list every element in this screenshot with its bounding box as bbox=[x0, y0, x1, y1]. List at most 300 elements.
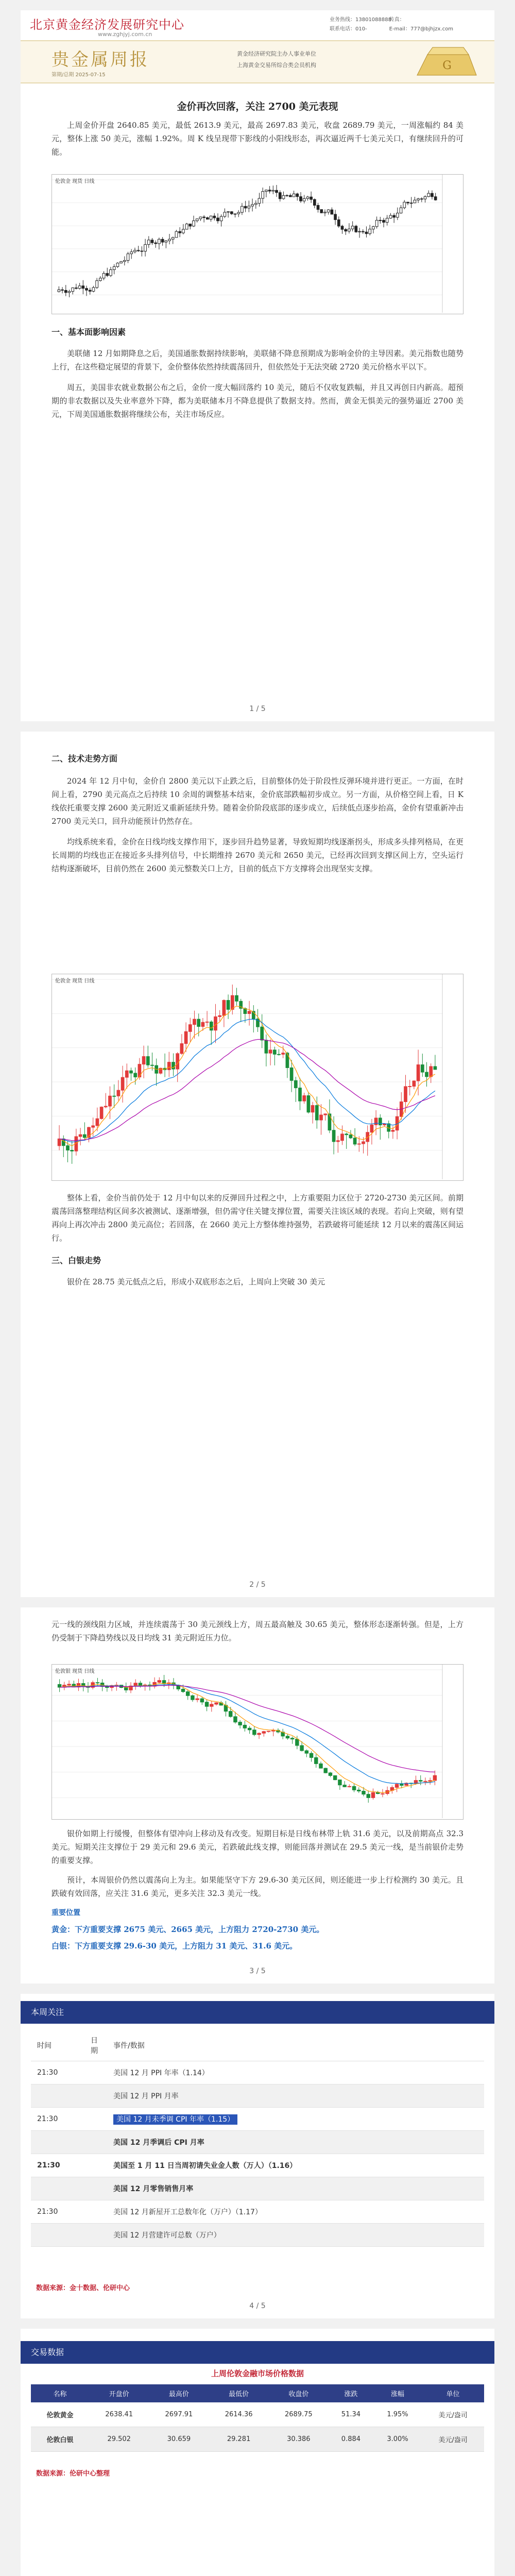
event-name bbox=[107, 2108, 484, 2131]
section-heading: 二、技术走势方面 bbox=[52, 754, 118, 764]
candle-body bbox=[265, 1040, 268, 1053]
table-row bbox=[31, 2402, 484, 2427]
table-cell: 伦敦黄金 bbox=[31, 2402, 89, 2427]
paragraph: 元一线的颈线阻力区域，并连续震荡于 30 美元颈线上方，周五最高触及 30.65 美元，整体形态逐渐转强。但是，上方仍受制于下降趋势线以及日均线 31 美元附近压力位。 bbox=[52, 1620, 464, 1642]
candle-body bbox=[379, 220, 382, 221]
candle-body bbox=[230, 212, 233, 214]
calendar-row bbox=[31, 2061, 484, 2084]
report-banner bbox=[21, 40, 494, 83]
candle-body bbox=[117, 1090, 120, 1096]
candle-body bbox=[294, 1080, 297, 1088]
event-time: 21:30 bbox=[31, 2154, 84, 2177]
candle-body bbox=[367, 1794, 370, 1798]
event-name bbox=[107, 2177, 484, 2200]
candle-body bbox=[158, 239, 161, 244]
candle-body bbox=[324, 1768, 327, 1773]
event-label: 美国 12 月零售销售月率 bbox=[113, 2185, 194, 2193]
candle-body bbox=[358, 231, 361, 232]
candle-body bbox=[313, 199, 316, 205]
moving-average-line bbox=[60, 1683, 435, 1792]
candle-body bbox=[200, 1699, 203, 1702]
candle-body bbox=[244, 206, 247, 208]
candle-body bbox=[188, 1025, 192, 1032]
candle-body bbox=[254, 204, 257, 205]
column-header: 开盘价 bbox=[89, 2384, 149, 2402]
candle-body bbox=[213, 216, 216, 218]
candle-body bbox=[338, 1780, 341, 1785]
logo-letter: G bbox=[442, 59, 452, 72]
candle-body bbox=[96, 1118, 99, 1126]
candle-body bbox=[290, 1067, 293, 1080]
candle-body bbox=[127, 254, 129, 261]
candle-body bbox=[433, 1775, 436, 1781]
candle-body bbox=[144, 245, 147, 251]
candle-body bbox=[100, 1107, 103, 1119]
silver-daily-chart bbox=[52, 1664, 464, 1820]
candle-body bbox=[196, 219, 198, 221]
event-date bbox=[84, 2177, 107, 2200]
candle-body bbox=[161, 239, 164, 242]
event-name bbox=[107, 2084, 484, 2108]
candle-body bbox=[146, 1057, 149, 1065]
candle-body bbox=[370, 1125, 373, 1132]
candle-body bbox=[343, 1785, 346, 1787]
technical-section bbox=[52, 752, 464, 875]
candle-body bbox=[303, 1096, 306, 1101]
candle-body bbox=[258, 198, 261, 204]
candle-body bbox=[248, 1011, 251, 1014]
event-time bbox=[31, 2131, 84, 2154]
candle-body bbox=[210, 216, 212, 219]
candle-body bbox=[85, 289, 88, 291]
candle-body bbox=[324, 1114, 327, 1115]
table-row bbox=[31, 2427, 484, 2452]
candle-body bbox=[282, 1053, 285, 1055]
event-time bbox=[31, 2224, 84, 2247]
column-header: 日期 bbox=[84, 2030, 107, 2061]
gold-key-levels: 黄金：下方重要支撑 2675 美元、2665 美元，上方阻力 2720-2730 美元。 bbox=[52, 1925, 324, 1934]
column-header: 名称 bbox=[31, 2384, 89, 2402]
event-time: 21:30 bbox=[31, 2200, 84, 2224]
candle-body bbox=[185, 224, 188, 229]
candle-body bbox=[419, 1781, 422, 1782]
candle-body bbox=[379, 1118, 382, 1125]
candle-body bbox=[220, 216, 222, 221]
candle-body bbox=[273, 1050, 276, 1054]
candle-body bbox=[389, 215, 392, 218]
table-cell: 30.386 bbox=[269, 2427, 329, 2452]
candle-body bbox=[282, 195, 285, 198]
paragraph: 均线系统来看，金价在日线均线支撑作用下，逐步回升趋势显著，导致短期均线逐渐拐头，形成多头排列格局，在更长周期的均线也正在接近多头排列信号，中长期维持 2670 美元和 2650 美元，已经再次回到支撑区间上方，空头运行结构逐渐破坏，目前仍然在 2600 美元整数关口上方，目前的低点下方支撑将会出现坚实支撑。 bbox=[52, 837, 464, 873]
candle-body bbox=[427, 193, 430, 196]
section-heading: 一、基本面影响因素 bbox=[52, 327, 126, 337]
candle-body bbox=[182, 229, 185, 233]
calendar-row bbox=[31, 2177, 484, 2200]
report-page-2 bbox=[21, 732, 494, 1597]
candle-body bbox=[235, 995, 238, 1001]
candle-body bbox=[315, 1757, 318, 1764]
table-cell: 2689.75 bbox=[269, 2402, 329, 2427]
candle-body bbox=[165, 241, 167, 242]
calendar-row bbox=[31, 2084, 484, 2108]
candle-body bbox=[329, 1773, 332, 1775]
candle-body bbox=[425, 1072, 428, 1077]
column-header: 涨跌 bbox=[329, 2384, 373, 2402]
candle-body bbox=[369, 229, 371, 234]
candle-body bbox=[167, 1062, 170, 1070]
moving-average-line bbox=[59, 1039, 435, 1140]
contact-line: E-mail：777@bjhjzx.com bbox=[389, 26, 453, 32]
calendar-row bbox=[31, 2108, 484, 2131]
key-levels-heading: 重要位置 bbox=[52, 1909, 80, 1917]
candle-body bbox=[243, 1725, 246, 1728]
candle-body bbox=[290, 1738, 294, 1739]
candle-body bbox=[193, 221, 195, 226]
candle-body bbox=[320, 1115, 323, 1120]
column-header: 最低价 bbox=[209, 2384, 269, 2402]
candle-body bbox=[267, 1731, 270, 1732]
chart-label: 伦敦金 现货 日线 bbox=[55, 978, 95, 984]
report-page-5 bbox=[21, 2329, 494, 2576]
candle-body bbox=[241, 206, 244, 212]
candle-body bbox=[151, 240, 153, 243]
candle-body bbox=[268, 190, 271, 191]
candle-body bbox=[181, 1689, 184, 1691]
candle-body bbox=[130, 252, 133, 254]
candle-body bbox=[348, 1786, 351, 1787]
candle-body bbox=[154, 243, 157, 244]
fundamental-section bbox=[52, 326, 464, 421]
calendar-row bbox=[31, 2224, 484, 2247]
candle-body bbox=[383, 220, 385, 222]
banner-info-line: 上海黄金交易所综合类会员机构 bbox=[237, 62, 316, 69]
paragraph: 预计，本周银价仍然以震荡向上为主。如果能坚守下方 29.6-30 美元区间，则还能进一步上行检测约 30 美元。且跌破有效回落，应关注 31.6 美元，更多关注 32.3 美元一线。 bbox=[52, 1875, 464, 1898]
brand-url[interactable]: www.zghjyj.com.cn bbox=[98, 31, 152, 38]
candle-body bbox=[116, 263, 119, 267]
candle-body bbox=[75, 288, 78, 289]
event-label: 美国 12 月营建许可总数（万户） bbox=[113, 2231, 221, 2240]
page-number: 2 / 5 bbox=[249, 1581, 266, 1589]
candle-body bbox=[199, 217, 202, 219]
data-source: 数据来源：金十数据、伦研中心 bbox=[36, 2284, 130, 2292]
candle-body bbox=[142, 1057, 145, 1064]
candle-body bbox=[64, 290, 67, 292]
candle-body bbox=[137, 250, 140, 251]
candle-body bbox=[210, 1704, 213, 1706]
candle-body bbox=[410, 203, 413, 204]
candle-body bbox=[303, 198, 305, 201]
paragraph: 银价在 28.75 美元低点之后，形成小双底形态之后，上周向上突破 30 美元 bbox=[67, 1277, 325, 1286]
candle-body bbox=[193, 1019, 196, 1025]
candle-body bbox=[237, 212, 240, 214]
candle-body bbox=[310, 197, 313, 199]
table-cell: 3.00% bbox=[373, 2427, 422, 2452]
trading-data-bar: 交易数据 bbox=[21, 2341, 494, 2364]
table-cell: 伦敦白银 bbox=[31, 2427, 89, 2452]
candle-body bbox=[113, 267, 115, 270]
paragraph: 周五，美国非农就业数据公布之后，金价一度大幅回落约 10 美元，随后不仅收复跌幅，并且又再创日内新高。超预期的非农数据以及失业率意外下降，都为美联储本月不降息提供了数据支持。然而，黄金无惧美元的强势逼近 2700 美元，下周美国通胀数据将继续公布，关注市场反应。 bbox=[52, 383, 464, 419]
table-cell: 0.884 bbox=[329, 2427, 373, 2452]
candle-body bbox=[300, 1745, 303, 1751]
candle-body bbox=[99, 278, 102, 281]
candle-body bbox=[258, 1733, 261, 1735]
candle-body bbox=[286, 1736, 289, 1738]
banner-info-line: 黄金经济研究院主办人事业单位 bbox=[237, 50, 316, 57]
candle-body bbox=[171, 238, 174, 239]
brand-name: 北京黄金经济发展研究中心 bbox=[30, 18, 184, 32]
event-label: 美国 12 月 PPI 年率（1.14） bbox=[113, 2069, 209, 2077]
contact-line: 传真： bbox=[389, 17, 405, 23]
candle-body bbox=[348, 229, 351, 231]
page-number: 3 / 5 bbox=[249, 1967, 266, 1975]
event-label: 美国 12 月季调后 CPI 月率 bbox=[113, 2139, 204, 2147]
candle-body bbox=[327, 210, 330, 212]
candle-body bbox=[82, 286, 84, 289]
candle-body bbox=[130, 1071, 133, 1073]
paragraph: 整体上看，金价当前仍处于 12 月中旬以来的反弹回升过程之中，上方重要阻力区位于 2720-2730 美元区间。前期震荡回落整理结构区间多次被测试、逐渐增强，但仍需守住关键支撑位置，需要关注该区域的表现。若向上突破，则有望再向上再次冲击 2800 美元高位；若回落，在 2660 美元上方整体维持强势，若跌破将可能延续 12 月以来的震荡区间运行。 bbox=[52, 1193, 464, 1243]
candle-body bbox=[417, 1065, 420, 1081]
candle-body bbox=[179, 231, 181, 233]
candle-body bbox=[253, 1730, 256, 1735]
event-time bbox=[31, 2177, 84, 2200]
candle-body bbox=[315, 1106, 318, 1120]
event-time: 21:30 bbox=[31, 2061, 84, 2084]
table-cell: 1.95% bbox=[373, 2402, 422, 2427]
table-cell: 2697.91 bbox=[149, 2402, 209, 2427]
candle-body bbox=[197, 1019, 200, 1026]
candle-body bbox=[66, 1146, 70, 1150]
candle-body bbox=[362, 231, 364, 232]
data-source: 数据来源：伦研中心整理 bbox=[36, 2470, 110, 2478]
candle-body bbox=[72, 288, 74, 292]
candle-body bbox=[417, 199, 420, 200]
event-name bbox=[107, 2224, 484, 2247]
report-page-3 bbox=[21, 1607, 494, 1984]
candle-body bbox=[248, 206, 250, 208]
candle-body bbox=[332, 1130, 335, 1142]
candle-body bbox=[296, 1739, 299, 1745]
candle-body bbox=[331, 210, 333, 214]
column-header: 时间 bbox=[31, 2030, 84, 2061]
gold-technical-chart bbox=[52, 974, 464, 1181]
technical-summary bbox=[52, 1191, 464, 1289]
candle-body bbox=[206, 217, 209, 219]
intro-text: 上周金价开盘 2640.85 美元，最低 2613.9 美元，最高 2697.83 美元，收盘 2689.79 美元，一周涨幅约 84 美元，整体上涨 50 美元，涨幅 1.92%。周 K 线呈现带下影线的小阳线形态，再次逼近两千七美元关口，有继续回升的可能。 bbox=[52, 121, 464, 157]
column-header: 最高价 bbox=[149, 2384, 209, 2402]
candle-body bbox=[351, 226, 354, 229]
candle-body bbox=[83, 1134, 86, 1138]
candle-body bbox=[341, 1134, 344, 1141]
candle-body bbox=[196, 1699, 199, 1700]
candle-body bbox=[372, 227, 375, 229]
candle-body bbox=[334, 214, 337, 220]
contact-line: 业务热线：13801088888 bbox=[330, 17, 391, 23]
candle-body bbox=[337, 219, 340, 226]
candle-body bbox=[205, 1702, 208, 1706]
calendar-row bbox=[31, 2131, 484, 2154]
candle-body bbox=[110, 269, 112, 275]
candle-body bbox=[434, 197, 437, 200]
candle-body bbox=[424, 1781, 427, 1782]
candle-body bbox=[102, 274, 105, 278]
candle-body bbox=[306, 197, 309, 198]
candle-body bbox=[305, 1751, 308, 1753]
candle-body bbox=[352, 1786, 355, 1790]
event-label: 美国 12 月 PPI 月率 bbox=[113, 2092, 179, 2100]
candle-body bbox=[189, 224, 192, 226]
column-header: 涨幅 bbox=[373, 2384, 422, 2402]
candle-body bbox=[186, 1692, 189, 1696]
candle-body bbox=[362, 1142, 365, 1144]
report-name: 贵金属周报 bbox=[52, 49, 149, 70]
candle-body bbox=[125, 1071, 128, 1077]
paragraph: 银价如期上行缓慢，但整体有望冲向上移动及有改变。短期目标是日线布林带上轨 31.6 美元，以及前期高点 32.3 美元。短期关注支撑位于 29 美元和 29.6 美元，若跌破此线支撑，则能回落并测试在 29.5 美元一线，是当前银价走势的重要支撑。 bbox=[52, 1829, 464, 1865]
candle-body bbox=[400, 1784, 403, 1786]
candle-body bbox=[180, 1044, 183, 1054]
candle-body bbox=[58, 1139, 61, 1145]
event-time: 21:30 bbox=[31, 2108, 84, 2131]
calendar-row bbox=[31, 2154, 484, 2177]
candle-body bbox=[374, 1118, 377, 1125]
column-header: 事件/数据 bbox=[107, 2030, 484, 2061]
column-header: 单位 bbox=[422, 2384, 484, 2402]
event-date bbox=[84, 2084, 107, 2108]
candle-body bbox=[218, 1015, 221, 1016]
event-date bbox=[84, 2200, 107, 2224]
candle-body bbox=[353, 1138, 356, 1144]
candle-body bbox=[349, 1135, 352, 1138]
candle-body bbox=[92, 287, 95, 291]
candle-body bbox=[362, 1791, 365, 1794]
intro-paragraph bbox=[52, 118, 464, 159]
table-cell: 30.659 bbox=[149, 2427, 209, 2452]
candle-body bbox=[139, 1683, 142, 1686]
event-date bbox=[84, 2061, 107, 2084]
candle-body bbox=[400, 208, 402, 213]
market-price-table bbox=[31, 2384, 484, 2452]
candle-body bbox=[238, 1722, 242, 1725]
event-name bbox=[107, 2131, 484, 2154]
candle-body bbox=[408, 1086, 411, 1087]
chart-label: 伦敦金 现货 日线 bbox=[55, 179, 95, 184]
candle-body bbox=[125, 1688, 128, 1690]
candle-body bbox=[67, 1684, 71, 1685]
candle-body bbox=[404, 1087, 407, 1102]
candle-body bbox=[121, 1077, 124, 1090]
candle-body bbox=[227, 1001, 230, 1010]
candle-body bbox=[68, 292, 71, 293]
event-date bbox=[84, 2154, 107, 2177]
event-label: 美国至 1 月 11 日当周初请失业金人数（万人）（1.16） bbox=[113, 2162, 297, 2170]
candle-body bbox=[210, 1022, 213, 1030]
page-number: 1 / 5 bbox=[249, 705, 266, 713]
candle-body bbox=[106, 274, 109, 276]
candle-body bbox=[328, 1114, 331, 1130]
candle-body bbox=[307, 1096, 310, 1112]
candle-body bbox=[279, 193, 281, 199]
candle-body bbox=[296, 194, 299, 196]
candle-body bbox=[333, 1775, 336, 1780]
candle-body bbox=[345, 229, 347, 231]
column-header: 收盘价 bbox=[269, 2384, 329, 2402]
candle-body bbox=[403, 202, 406, 208]
candle-body bbox=[376, 1792, 379, 1793]
candle-body bbox=[262, 1732, 265, 1733]
report-page-4 bbox=[21, 1994, 494, 2318]
candle-body bbox=[371, 1792, 374, 1798]
calendar-bar: 本周关注 bbox=[21, 2001, 494, 2024]
candle-body bbox=[251, 205, 254, 206]
event-date bbox=[84, 2224, 107, 2247]
candle-body bbox=[229, 1711, 232, 1717]
candle-body bbox=[278, 1054, 281, 1055]
paragraph: 2024 年 12 月中旬，金价自 2800 美元以下止跌之后，目前整体仍处于阶段性反弹环境并进行更正。一方面，在时间上看，2790 美元高点之后持续 10 余周的调整基本结束，金价底部跌幅初步成立。另一方面，从价格空间上看，日 K 线依托重要支撑 2600 美元附近又重新延续升势。随着金价阶段底部的逐步成立，后续低点逐步抬高，金价有望重新冲击 2700 美元关口，回升动能预计仍然存在。 bbox=[52, 776, 464, 826]
candle-body bbox=[265, 190, 268, 192]
candle-body bbox=[201, 1022, 204, 1026]
candle-body bbox=[391, 1130, 394, 1131]
candle-body bbox=[286, 195, 288, 196]
candle-body bbox=[414, 200, 416, 203]
table-cell: 2638.41 bbox=[89, 2402, 149, 2427]
candle-body bbox=[176, 1054, 179, 1069]
candle-body bbox=[184, 1031, 187, 1043]
candle-body bbox=[58, 290, 60, 292]
candle-body bbox=[172, 1062, 175, 1069]
candle-body bbox=[286, 1053, 289, 1068]
candle-body bbox=[413, 1081, 416, 1087]
candle-body bbox=[345, 1134, 348, 1135]
candle-body bbox=[424, 197, 426, 199]
candle-body bbox=[355, 226, 357, 232]
page-number: 4 / 5 bbox=[249, 2302, 266, 2310]
candle-body bbox=[289, 195, 292, 197]
moving-average-line bbox=[60, 1685, 435, 1784]
candle-body bbox=[120, 262, 123, 263]
event-time bbox=[31, 2084, 84, 2108]
candle-body bbox=[222, 1001, 226, 1016]
chart-label: 伦敦银 现货 日线 bbox=[55, 1669, 95, 1674]
candle-body bbox=[272, 190, 274, 191]
candle-body bbox=[96, 281, 98, 287]
candle-body bbox=[248, 1728, 251, 1730]
candle-body bbox=[293, 194, 295, 197]
moving-average-line bbox=[60, 1685, 435, 1772]
candle-body bbox=[89, 290, 91, 291]
economic-calendar-table bbox=[31, 2030, 484, 2247]
gold-bar-logo bbox=[412, 44, 479, 79]
candle-body bbox=[147, 240, 150, 245]
candle-body bbox=[341, 226, 344, 229]
contact-line: 联系电话：010- bbox=[330, 26, 367, 32]
table-cell: 29.281 bbox=[209, 2427, 269, 2452]
candle-body bbox=[269, 1050, 272, 1053]
silver-analysis bbox=[52, 1827, 464, 1953]
event-name bbox=[107, 2154, 484, 2177]
candle-body bbox=[78, 286, 81, 289]
candle-body bbox=[393, 215, 396, 217]
candle-body bbox=[395, 1784, 398, 1787]
event-label: 美国 12 月未季调 CPI 年率（1.15） bbox=[113, 2114, 237, 2125]
candle-body bbox=[386, 218, 388, 222]
calendar-row bbox=[31, 2200, 484, 2224]
candle-body bbox=[71, 1150, 74, 1151]
candle-body bbox=[396, 213, 399, 217]
candle-body bbox=[215, 1703, 218, 1704]
candle-body bbox=[434, 1066, 437, 1070]
candle-body bbox=[431, 193, 434, 197]
candle-body bbox=[168, 239, 171, 241]
candle-body bbox=[381, 1793, 384, 1794]
